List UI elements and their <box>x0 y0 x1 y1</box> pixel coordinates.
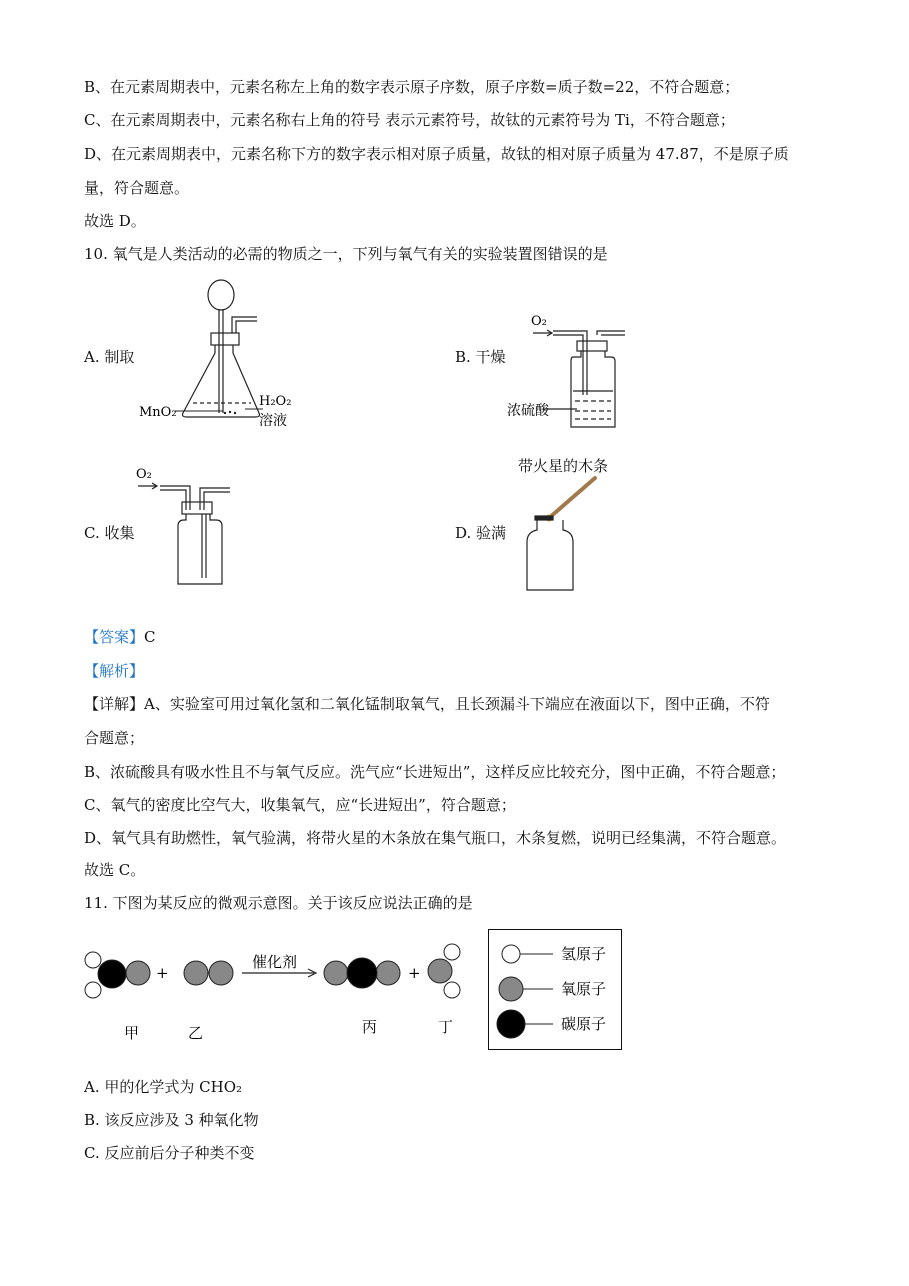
analysis-tag: 【解析】 <box>84 662 145 680</box>
q11-option-b: B. 该反应涉及 3 种氧化物 <box>84 1111 259 1129</box>
splint-icon <box>549 478 595 518</box>
legend-oxygen: 氧原子 <box>561 980 607 998</box>
q11-option-a: A. 甲的化学式为 CHO₂ <box>84 1078 243 1096</box>
detail-line: 故选 C。 <box>84 861 146 879</box>
answer-tag: 【答案】 <box>84 628 145 646</box>
label-conc-acid: 浓硫酸 <box>507 403 549 419</box>
q11-option-c: C. 反应前后分子种类不变 <box>84 1144 255 1162</box>
figure-d-apparatus <box>515 470 615 595</box>
figure-a-apparatus <box>135 275 310 435</box>
plus-sign: + <box>156 964 169 982</box>
option-b: B. 干燥 <box>455 348 506 366</box>
molecule-bing: 丙 <box>362 1018 378 1036</box>
label-solution: 溶液 <box>259 413 287 429</box>
question-11-stem: 11. 下图为某反应的微观示意图。关于该反应说法正确的是 <box>84 894 473 912</box>
legend-carbon: 碳原子 <box>561 1015 607 1033</box>
molecule-jia: 甲 <box>124 1024 140 1042</box>
detail-line: B、浓硫酸具有吸水性且不与氧气反应。洗气应“长进短出”，这样反应比较充分，图中正确，不符合题意； <box>84 763 786 781</box>
detail-line: D、氧气具有助燃性，氧气验满，将带火星的木条放在集气瓶口，木条复燃，说明已经集满，不符合题意。 <box>84 829 787 847</box>
question-10-stem: 10. 氧气是人类活动的必需的物质之一，下列与氧气有关的实验装置图错误的是 <box>84 245 608 263</box>
text-line: C、在元素周期表中，元素名称右上角的符号 表示元素符号，故钛的元素符号为 Ti，不符合题意； <box>84 111 735 129</box>
option-d: D. 验满 <box>455 524 507 542</box>
label-mno2: MnO₂ <box>139 405 177 420</box>
detail-line <box>84 694 770 714</box>
plus-sign: + <box>408 964 421 982</box>
answer-line <box>84 627 156 647</box>
text-line: B、在元素周期表中，元素名称左上角的数字表示原子序数，原子序数=质子数=22，不符合题意； <box>84 78 740 96</box>
figure-b-apparatus <box>505 305 645 435</box>
reaction-diagram <box>80 940 480 1050</box>
label-splint: 带火星的木条 <box>518 457 609 475</box>
label-h2o2: H₂O₂ <box>259 394 292 409</box>
text-line: 量，符合题意。 <box>84 179 190 197</box>
option-a: A. 制取 <box>84 348 135 366</box>
molecule-ding: 丁 <box>438 1018 454 1036</box>
answer-value: C <box>144 628 156 646</box>
detail-line: 合题意； <box>84 729 145 747</box>
label-o2: O₂ <box>531 314 547 329</box>
detail-line: C、氧气的密度比空气大，收集氧气，应“长进短出”，符合题意； <box>84 796 516 814</box>
detail-tag: 【详解】 <box>84 695 145 713</box>
option-c: C. 收集 <box>84 524 135 542</box>
figure-c-apparatus <box>130 458 250 588</box>
detail-a: A、实验室可用过氧化氢和二氧化锰制取氧气，且长颈漏斗下端应在液面以下，图中正确，不符 <box>144 695 770 713</box>
text-line: D、在元素周期表中，元素名称下方的数字表示相对原子质量，故钛的相对原子质量为 47.87，不是原子质 <box>84 145 789 163</box>
legend-hydrogen: 氢原子 <box>561 945 607 963</box>
atom-legend <box>488 929 622 1050</box>
label-o2: O₂ <box>136 467 152 482</box>
text-line: 故选 D。 <box>84 212 146 230</box>
catalyst-label: 催化剂 <box>252 953 298 971</box>
molecule-yi: 乙 <box>188 1024 204 1042</box>
